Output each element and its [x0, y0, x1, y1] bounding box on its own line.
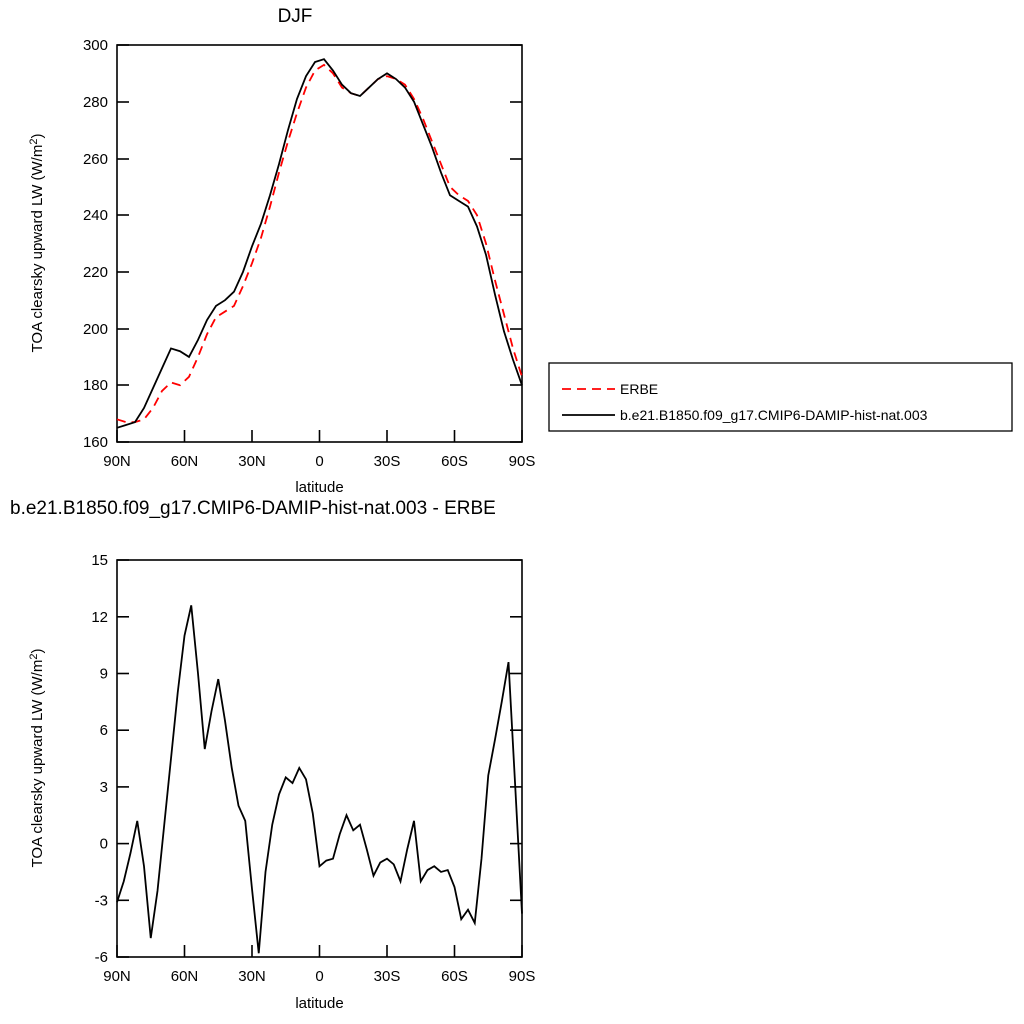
bottom-x-axis [103, 945, 535, 985]
bottom-ytick-3 [100, 779, 522, 796]
top-chart-panel [0, 0, 1024, 505]
top-ytick-label: 160 [82, 434, 108, 451]
bottom-x-axis-title: latitude [295, 995, 344, 1012]
top-series-group [117, 59, 522, 428]
bottom-ytick-6 [100, 722, 522, 739]
bottom-y-axis-title-main: TOA clearsky upward LW (W/m [29, 659, 46, 868]
bottom-xtick-label: 0 [315, 968, 324, 985]
legend-box [549, 363, 1012, 431]
bottom-xtick-30N [238, 945, 266, 985]
difference-title: b.e21.B1850.f09_g17.CMIP6-DAMIP-hist-nat.003 - ERBE [10, 498, 496, 519]
top-ytick-280 [83, 94, 522, 111]
top-y-axis-title-sup: 2 [28, 138, 40, 145]
top-chart-title: DJF [277, 6, 313, 27]
bottom-ytick-label: -6 [94, 949, 108, 966]
bottom-xtick-0 [315, 945, 323, 985]
top-ytick-240 [83, 207, 522, 224]
bottom-ytick-9 [100, 666, 522, 683]
top-y-axis-title-tail: ) [29, 133, 46, 139]
bottom-xtick-90S [509, 945, 536, 985]
bottom-xtick-label: 90S [508, 968, 536, 985]
top-ytick-label: 260 [82, 151, 108, 168]
bottom-ytick-label: 15 [91, 552, 108, 569]
bottom-ytick-label: 0 [99, 835, 108, 853]
top-xtick-label: 30N [238, 453, 266, 470]
bottom-y-axis-title-tail: ) [29, 648, 46, 654]
bottom-ytick-label: 6 [99, 722, 108, 740]
series-line-0 [117, 605, 522, 953]
bottom-xtick-60S [441, 945, 468, 985]
difference-title-wrap [0, 498, 1024, 526]
top-ytick-label: 200 [82, 321, 108, 338]
top-y-axis [83, 37, 522, 451]
top-xtick-60N [171, 430, 199, 470]
top-xtick-label: 60S [441, 453, 468, 470]
bottom-xtick-30S [374, 945, 401, 985]
bottom-xtick-label: 60N [170, 968, 199, 985]
top-xtick-label: 0 [315, 453, 324, 470]
bottom-xtick-label: 90N [103, 968, 131, 985]
top-xtick-0 [315, 430, 323, 470]
svg-text:TOA clearsky upward LW (W/m2) [28, 649, 46, 868]
top-ytick-220 [83, 264, 522, 281]
top-y-axis-title [28, 134, 46, 353]
legend-label-erbe: ERBE [620, 381, 659, 397]
bottom-ytick-12 [91, 609, 522, 626]
top-ytick-180 [83, 377, 522, 394]
legend-label-model: b.e21.B1850.f09_g17.CMIP6-DAMIP-hist-nat.003 [620, 407, 928, 423]
top-ytick-label: 280 [82, 94, 108, 111]
top-xtick-90S [509, 430, 536, 470]
bottom-y-axis-title-sup: 2 [28, 653, 40, 660]
series-line-0 [117, 65, 522, 422]
bottom-chart-svg [0, 528, 1024, 1024]
series-line-1 [117, 59, 522, 428]
bottom-ytick-label: 9 [99, 665, 108, 683]
bottom-ytick-label: -3 [94, 892, 108, 910]
bottom-xtick-label: 30S [373, 968, 401, 985]
top-xtick-label: 60N [170, 453, 199, 470]
bottom-plot-frame [117, 560, 522, 957]
bottom-ytick-label: 3 [99, 778, 108, 796]
top-x-axis-title: latitude [295, 479, 344, 496]
top-ytick-label: 180 [82, 377, 108, 394]
top-ytick-260 [83, 151, 522, 168]
bottom-chart-panel [0, 528, 1024, 1024]
top-xtick-label: 90N [103, 453, 131, 470]
top-ytick-label: 220 [82, 264, 108, 281]
top-ytick-label: 240 [82, 207, 108, 224]
top-chart-svg [0, 0, 1024, 505]
bottom-xtick-60N [171, 945, 199, 985]
bottom-xtick-label: 60S [441, 968, 468, 985]
top-xtick-label: 30S [373, 453, 401, 470]
top-xtick-60S [441, 430, 468, 470]
top-y-axis-title-main: TOA clearsky upward LW (W/m [29, 144, 46, 353]
svg-text:TOA clearsky upward LW (W/m2) [28, 134, 46, 353]
top-ytick-label: 300 [82, 37, 108, 54]
top-xtick-30N [238, 430, 266, 470]
top-x-axis [103, 430, 535, 470]
top-plot-frame [117, 45, 522, 442]
top-xtick-30S [374, 430, 401, 470]
bottom-y-axis-title [28, 649, 46, 868]
top-ytick-200 [83, 321, 522, 338]
bottom-xtick-label: 30N [238, 968, 266, 985]
bottom-series-group [117, 605, 522, 953]
top-xtick-label: 90S [508, 453, 536, 470]
bottom-ytick-label: 12 [91, 608, 108, 626]
